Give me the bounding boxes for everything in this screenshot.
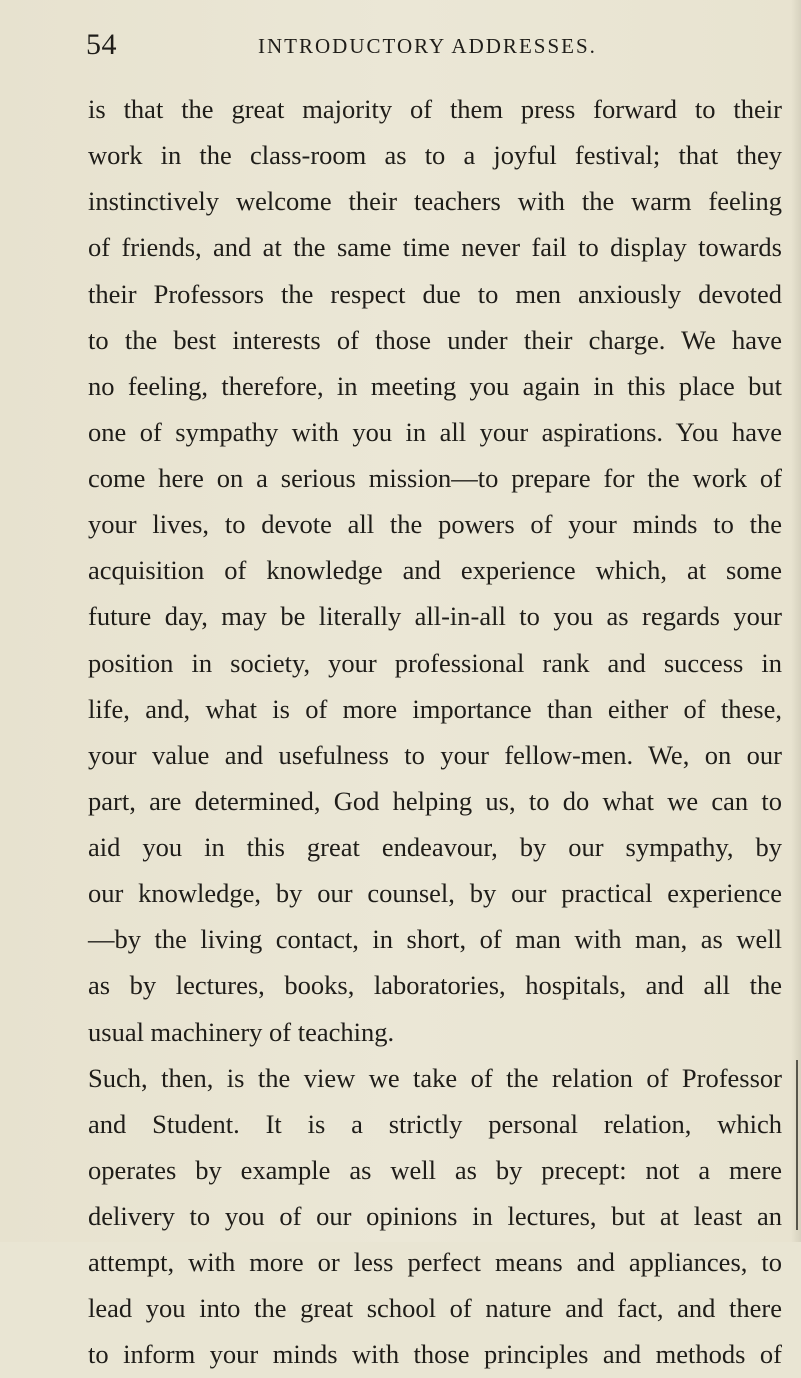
running-head: INTRODUCTORY ADDRESSES.: [258, 34, 597, 58]
text-line: instinctively welcome their teachers with the warm feeling: [88, 186, 782, 217]
page-number: 54: [86, 28, 117, 61]
text-line: life, and, what is of more importance than either of these,: [88, 693, 782, 724]
text-line: future day, may be literally all-in-all to you as regards your: [88, 601, 782, 632]
body-text: [88, 86, 782, 1378]
text-line: as by lectures, books, laboratories, hospitals, and all the: [88, 970, 782, 1001]
text-line: to inform your minds with those principles and methods of: [88, 1339, 782, 1370]
text-line: your value and usefulness to your fellow-men. We, on our: [88, 739, 782, 770]
text-line: is that the great majority of them press forward to their: [88, 94, 782, 124]
text-line: —by the living contact, in short, of man with man, as well: [88, 924, 782, 955]
text-line: attempt, with more or less perfect means and appliances, to: [88, 1247, 782, 1278]
text-line: our knowledge, by our counsel, by our practical experience: [88, 878, 782, 909]
text-line: their Professors the respect due to men anxiously devoted: [88, 278, 782, 309]
page-edge-shadow: [791, 0, 801, 1242]
text-line: work in the class-room as to a joyful festival; that they: [88, 140, 782, 171]
paragraph-start-line: Such, then, is the view we take of the relation of Professor: [88, 1062, 782, 1093]
text-line: one of sympathy with you in all your aspirations. You have: [88, 416, 782, 447]
paragraph-end-line: usual machinery of teaching.: [88, 1016, 395, 1047]
page-edge-line: [796, 1060, 798, 1230]
text-line: to the best interests of those under their charge. We have: [88, 324, 782, 355]
text-line: acquisition of knowledge and experience which, at some: [88, 555, 782, 586]
text-line: lead you into the great school of nature and fact, and there: [88, 1293, 782, 1324]
text-line: no feeling, therefore, in meeting you again in this place but: [88, 370, 782, 401]
text-line: delivery to you of our opinions in lectures, but at least an: [88, 1201, 782, 1231]
page-header: [0, 28, 801, 68]
text-line: position in society, your professional rank and success in: [88, 647, 782, 678]
text-line: and Student. It is a strictly personal relation, which: [88, 1108, 782, 1139]
text-line: come here on a serious mission—to prepare for the work of: [88, 463, 782, 493]
text-line: of friends, and at the same time never fail to display towards: [88, 232, 782, 263]
text-line: aid you in this great endeavour, by our sympathy, by: [88, 832, 782, 862]
text-line: part, are determined, God helping us, to do what we can to: [88, 785, 782, 816]
text-line: your lives, to devote all the powers of your minds to the: [88, 509, 782, 540]
text-line: operates by example as well as by precept: not a mere: [88, 1154, 782, 1185]
